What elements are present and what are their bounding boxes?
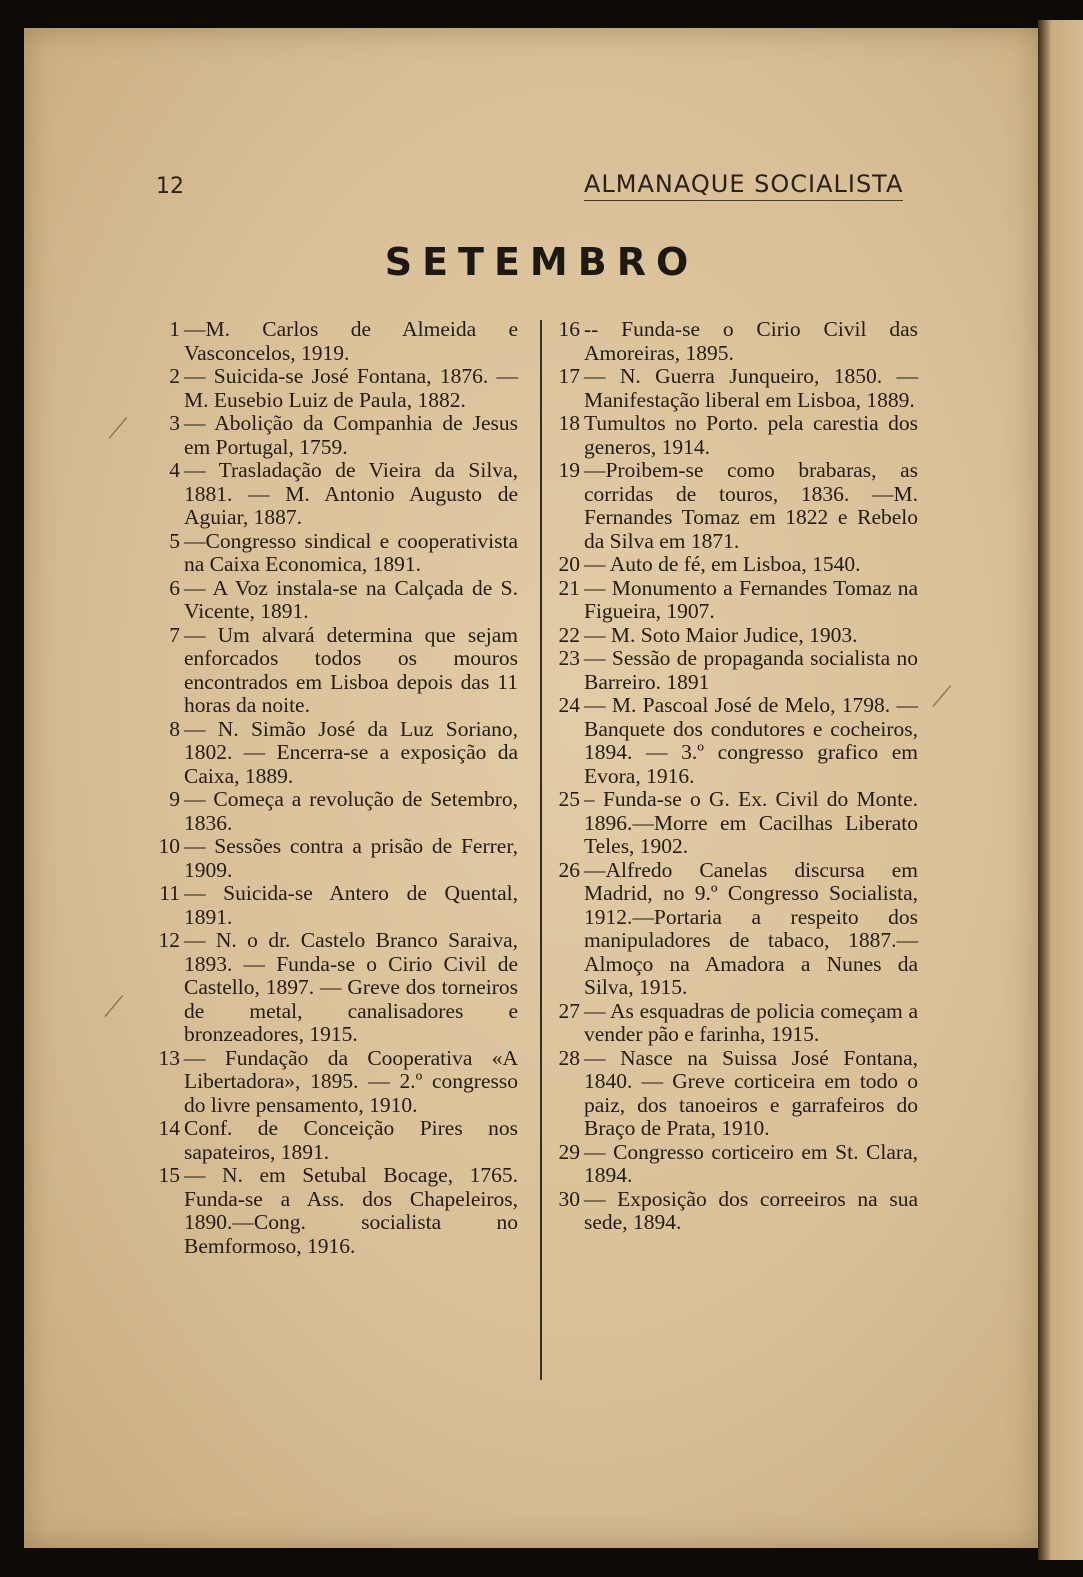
date-entry [156,882,518,929]
left-column [156,318,518,1258]
entry-day-number: 29 [558,1139,580,1164]
entry-text: —Congresso sindical e cooperativista na Caixa Economica, 1891. [184,528,518,576]
entry-text: — Começa a revolução de Setembro, 1836. [184,787,518,835]
entry-day-number: 14 [158,1116,180,1140]
entry-text: — Exposição dos correeiros na sua sede, 1894. [584,1186,918,1234]
column-divider [540,320,542,1380]
entry-text: —M. Carlos de Almeida e Vasconcelos, 1919. [184,317,518,365]
entry-day-number: 30 [558,1186,580,1211]
entry-text: Tumultos no Porto. pela carestia dos generos, 1914. [584,411,918,459]
entry-text: — Sessão de propaganda socialista no Barreiro. 1891 [584,646,918,694]
date-entry [556,318,918,365]
date-entry [556,1000,918,1047]
entry-day-number: 2 [169,364,180,388]
date-entry [156,530,518,577]
entry-text: — Suicida-se José Fontana, 1876. — M. Eusebio Luiz de Paula, 1882. [184,364,518,412]
date-entry [556,577,918,624]
date-entry [156,624,518,718]
entry-day-number: 10 [158,834,180,858]
page-number: 12 [156,174,184,199]
entry-text: — Abolição da Companhia de Jesus em Portugal, 1759. [184,411,518,459]
entry-text: —Proibem-se como brabaras, as corridas de touros, 1836. —M. Fernandes Tomaz em 1822 e Rebelo da Silva em 1871. [584,458,918,553]
entry-day-number: 26 [558,857,580,882]
entry-text: — Sessões contra a prisão de Ferrer, 1909. [184,834,518,882]
date-entry [156,1117,518,1164]
date-entry [156,1047,518,1118]
entry-text: — M. Soto Maior Judice, 1903. [584,622,858,647]
date-entry [556,647,918,694]
entry-day-number: 16 [558,317,580,341]
entry-day-number: 20 [558,552,580,576]
entry-text: — N. em Setubal Bocage, 1765. Funda-se a Ass. dos Chapeleiros, 1890.—Cong. socialista no Bemformoso, 1916. [184,1163,518,1258]
entry-day-number: 8 [169,716,180,741]
entry-text: — N. Simão José da Luz Soriano, 1802. — Encerra-se a exposição da Caixa, 1889. [184,716,518,788]
entry-day-number: 27 [558,998,580,1023]
entry-day-number: 15 [158,1163,180,1187]
entry-text: Conf. de Conceição Pires nos sapateiros, 1891. [184,1116,518,1164]
entry-text: — A Voz instala-se na Calçada de S. Vicente, 1891. [184,575,518,623]
entry-text: — Congresso corticeiro em St. Clara, 1894. [584,1139,918,1187]
month-title: SETEMBRO [384,240,699,284]
entry-day-number: 21 [558,575,580,600]
entry-day-number: 22 [558,622,580,647]
entry-text: — N. o dr. Castelo Branco Saraiva, 1893. — Funda-se o Cirio Civil de Castello, 1897. — Greve dos torneiros de metal, canalisadores e bronzeadores, 1915. [184,928,518,1046]
date-entry [156,412,518,459]
entry-day-number: 19 [558,458,580,482]
entry-day-number: 13 [158,1045,180,1070]
entry-text: — Suicida-se Antero de Quental, 1891. [184,881,518,929]
entry-day-number: 23 [558,646,580,670]
date-entry [156,318,518,365]
right-column [556,318,918,1235]
entry-day-number: 7 [169,622,180,647]
date-entry [156,365,518,412]
entry-day-number: 3 [169,411,180,435]
entry-text: -- Funda-se o Cirio Civil das Amoreiras, 1895. [584,317,918,365]
date-entry [556,788,918,859]
entry-text: — Nasce na Suissa José Fontana, 1840. — Greve corticeira em todo o paiz, dos tanoeiros e garrafeiros do Braço de Prata, 1910. [584,1045,918,1140]
date-entry [556,459,918,553]
date-entry [556,1047,918,1141]
pencil-tick-mark-icon: ⟋ [104,990,124,1023]
entry-day-number: 5 [169,528,180,553]
header-title: ALMANAQUE SOCIALISTA [584,170,903,201]
date-entry [156,718,518,789]
pencil-tick-mark-icon: ⟋ [108,412,128,445]
date-entry [556,553,918,577]
entry-day-number: 12 [158,928,180,952]
date-entry [556,859,918,1000]
entry-day-number: 9 [169,787,180,811]
date-entry [556,1188,918,1235]
entry-day-number: 1 [169,317,180,341]
entry-text: – Funda-se o G. Ex. Civil do Monte. 1896.—Morre em Cacilhas Liberato Teles, 1902. [584,787,918,858]
date-entry [156,835,518,882]
entry-day-number: 24 [558,693,580,717]
running-header [0,170,1083,206]
date-entry [156,1164,518,1258]
date-entry [556,624,918,648]
entry-day-number: 18 [558,411,580,435]
date-entry [556,1141,918,1188]
entry-day-number: 4 [169,458,180,482]
entry-text: — As esquadras de policia começam a vender pão e farinha, 1915. [584,998,918,1046]
entry-day-number: 28 [558,1045,580,1070]
entry-day-number: 6 [169,575,180,600]
date-entry [156,788,518,835]
entry-text: — Monumento a Fernandes Tomaz na Figueira, 1907. [584,575,918,623]
entry-text: —Alfredo Canelas discursa em Madrid, no 9.º Congresso Socialista, 1912.—Portaria a respeito dos manipuladores de tabaco, 1887.—Almoço na Amadora a Nunes da Silva, 1915. [584,857,918,999]
entry-text: — Um alvará determina que sejam enforcados todos os mouros encontrados em Lisboa depois das 11 horas da noite. [184,622,518,717]
entry-day-number: 17 [558,364,580,388]
date-entry [156,929,518,1047]
date-entry [556,412,918,459]
entry-text: — Trasladação de Vieira da Silva, 1881. — M. Antonio Augusto de Aguiar, 1887. [184,458,518,529]
pencil-tick-mark-icon: ⟋ [932,680,952,713]
date-entry [156,577,518,624]
entry-day-number: 11 [159,881,180,905]
date-entry [556,694,918,788]
date-entry [556,365,918,412]
date-entry [156,459,518,530]
entry-text: — M. Pascoal José de Melo, 1798. — Banquete dos condutores e cocheiros, 1894. — 3.º congresso grafico em Evora, 1916. [584,693,918,788]
entry-day-number: 25 [558,787,580,811]
entry-text: — Fundação da Cooperativa «A Libertadora», 1895. — 2.º congresso do livre pensamento, 1910. [184,1045,518,1117]
entry-text: — N. Guerra Junqueiro, 1850. —Manifestação liberal em Lisboa, 1889. [584,364,918,412]
entry-text: — Auto de fé, em Lisboa, 1540. [584,552,861,576]
